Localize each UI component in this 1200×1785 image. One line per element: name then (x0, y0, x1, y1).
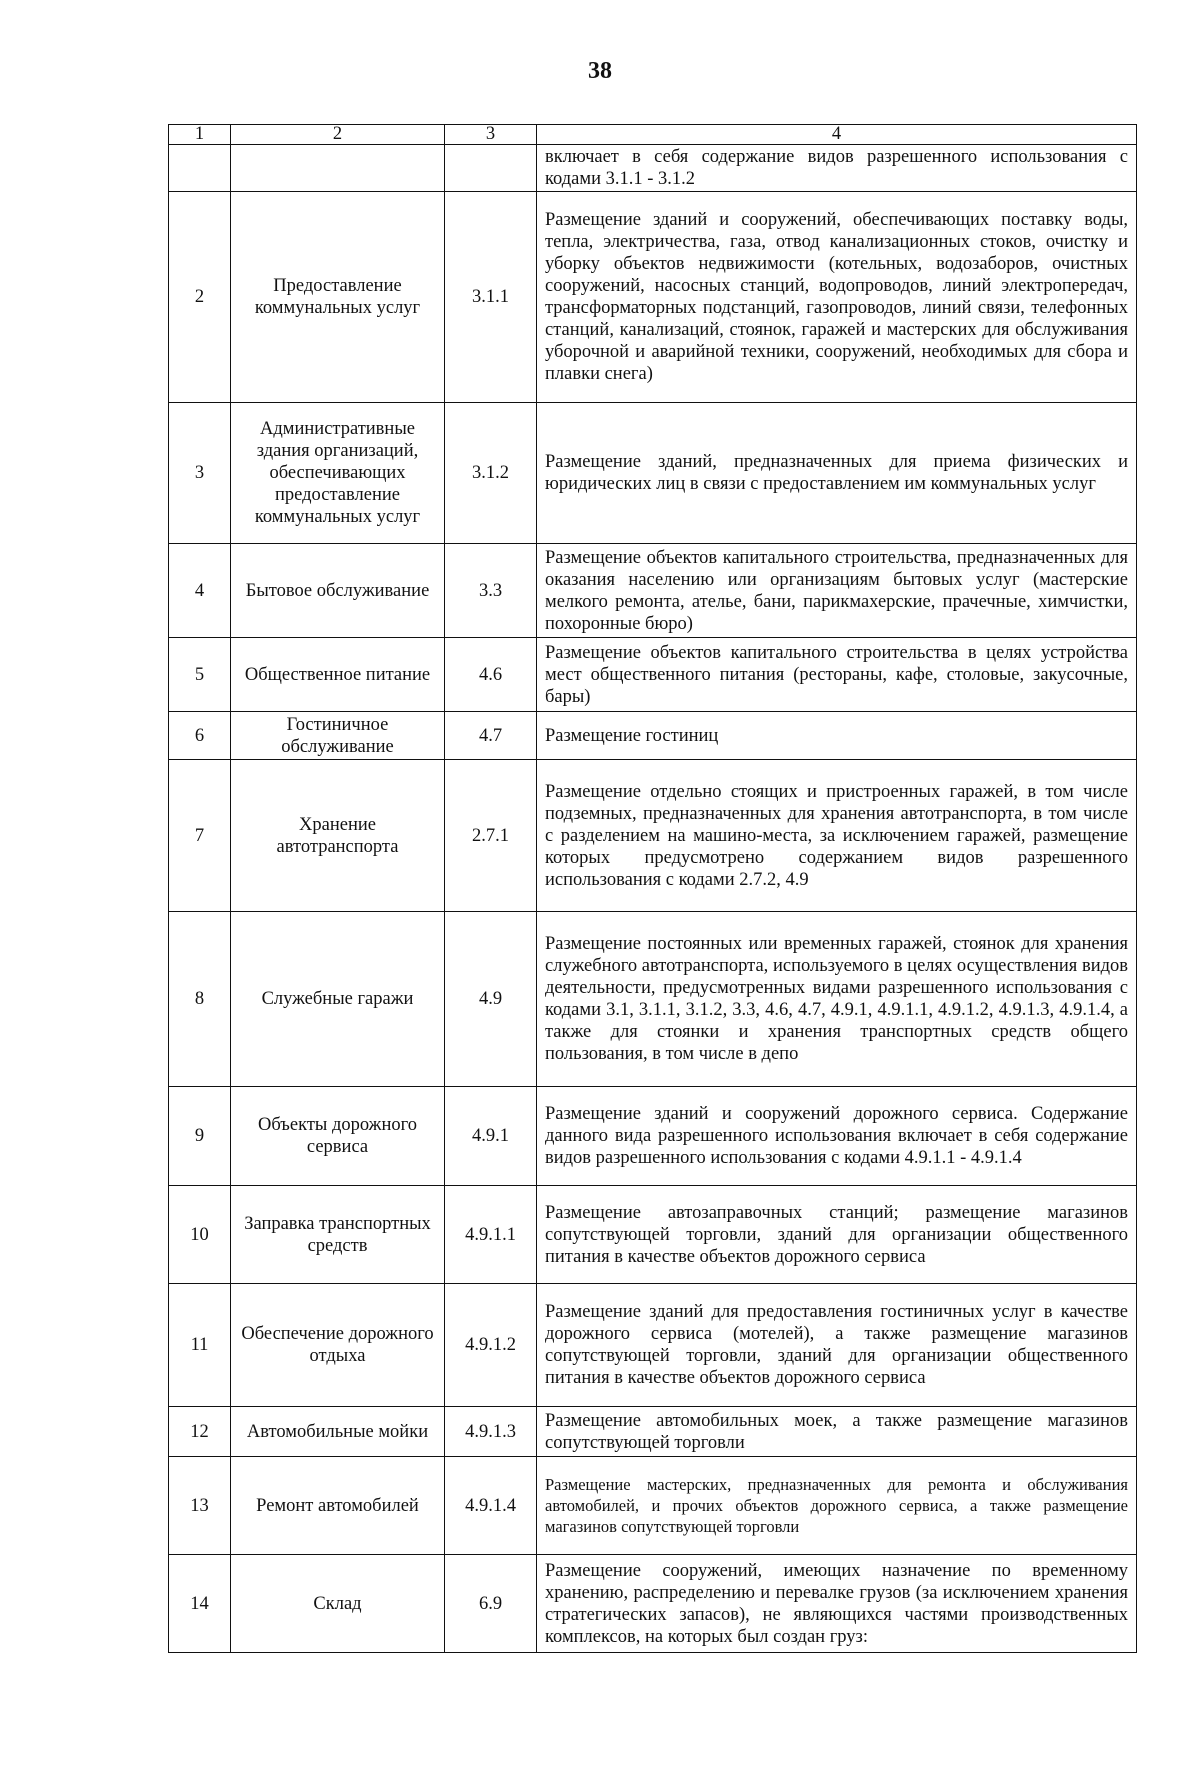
row-number: 7 (169, 760, 231, 912)
table-row (169, 1457, 1137, 1555)
header-cell: 1 (169, 125, 231, 145)
use-name (231, 145, 445, 192)
use-code: 3.1.2 (445, 403, 537, 544)
use-name: Заправка транспортных средств (231, 1186, 445, 1284)
use-description: Размещение объектов капитального строительства в целях устройства мест общественного питания (рестораны, кафе, столовые, закусочные, бары) (537, 638, 1137, 712)
use-description: Размещение отдельно стоящих и пристроенных гаражей, в том числе подземных, предназначенных для хранения автотранспорта, в том числе с разделением на машино-места, за исключением гаражей, размещение которых предусмотрено содержанием видов разрешенного использования с кодами 2.7.2, 4.9 (537, 760, 1137, 912)
use-description: Размещение зданий, предназначенных для приема физических и юридических лиц в связи с предоставлением им коммунальных услуг (537, 403, 1137, 544)
row-number: 8 (169, 912, 231, 1087)
table-row (169, 403, 1137, 544)
table-row (169, 544, 1137, 638)
row-number: 2 (169, 192, 231, 403)
table-row (169, 912, 1137, 1087)
row-number: 6 (169, 712, 231, 760)
use-name: Обеспечение дорожного отдыха (231, 1284, 445, 1407)
use-name: Объекты дорожного сервиса (231, 1087, 445, 1186)
use-code: 2.7.1 (445, 760, 537, 912)
use-description: Размещение зданий для предоставления гостиничных услуг в качестве дорожного сервиса (мотелей), а также размещение магазинов сопутствующей торговли, зданий для организации общественного питания в качестве объектов дорожного сервиса (537, 1284, 1137, 1407)
table-row (169, 145, 1137, 192)
table-row (169, 712, 1137, 760)
use-name: Хранение автотранспорта (231, 760, 445, 912)
use-name: Автомобильные мойки (231, 1407, 445, 1457)
row-number: 9 (169, 1087, 231, 1186)
use-description: Размещение постоянных или временных гаражей, стоянок для хранения служебного автотранспорта, используемого в целях осуществления видов деятельности, предусмотренных видами разрешенного использования с кодами 3.1, 3.1.1, 3.1.2, 3.3, 4.6, 4.7, 4.9.1, 4.9.1.1, 4.9.1.2, 4.9.1.3, 4.9.1.4, а также для стоянки и хранения транспортных средств общего пользования, в том числе в депо (537, 912, 1137, 1087)
use-name: Ремонт автомобилей (231, 1457, 445, 1555)
use-code: 4.6 (445, 638, 537, 712)
use-name: Общественное питание (231, 638, 445, 712)
row-number: 5 (169, 638, 231, 712)
use-code (445, 145, 537, 192)
use-code: 4.9.1.2 (445, 1284, 537, 1407)
row-number: 4 (169, 544, 231, 638)
table-row (169, 1186, 1137, 1284)
table-header-row (169, 125, 1137, 145)
use-description: включает в себя содержание видов разрешенного использования с кодами 3.1.1 - 3.1.2 (537, 145, 1137, 192)
use-description: Размещение мастерских, предназначенных для ремонта и обслуживания автомобилей, и прочих объектов дорожного сервиса, а также размещение магазинов сопутствующей торговли (537, 1457, 1137, 1555)
use-code: 4.9 (445, 912, 537, 1087)
table-row (169, 192, 1137, 403)
row-number: 3 (169, 403, 231, 544)
use-description: Размещение зданий и сооружений дорожного сервиса. Содержание данного вида разрешенного использования включает в себя содержание видов разрешенного использования с кодами 4.9.1.1 - 4.9.1.4 (537, 1087, 1137, 1186)
use-code: 4.7 (445, 712, 537, 760)
header-cell: 2 (231, 125, 445, 145)
table-row (169, 1087, 1137, 1186)
table-row (169, 1284, 1137, 1407)
page-number: 38 (588, 58, 612, 84)
use-description: Размещение объектов капитального строительства, предназначенных для оказания населению или организациям бытовых услуг (мастерские мелкого ремонта, ателье, бани, парикмахерские, прачечные, химчистки, похоронные бюро) (537, 544, 1137, 638)
use-name: Склад (231, 1555, 445, 1653)
row-number: 10 (169, 1186, 231, 1284)
row-number: 12 (169, 1407, 231, 1457)
use-description: Размещение сооружений, имеющих назначение по временному хранению, распределению и перевалке грузов (за исключением хранения стратегических запасов), не являющихся частями производственных комплексов, на которых был создан груз: (537, 1555, 1137, 1653)
use-description: Размещение гостиниц (537, 712, 1137, 760)
table-row (169, 1407, 1137, 1457)
row-number: 13 (169, 1457, 231, 1555)
row-number: 14 (169, 1555, 231, 1653)
land-use-table (168, 124, 1137, 1653)
use-code: 3.1.1 (445, 192, 537, 403)
use-code: 6.9 (445, 1555, 537, 1653)
use-description: Размещение зданий и сооружений, обеспечивающих поставку воды, тепла, электричества, газа, отвод канализационных стоков, очистку и уборку объектов недвижимости (котельных, водозаборов, очистных сооружений, насосных станций, водопроводов, линий электропередач, трансформаторных подстанций, газопроводов, линий связи, телефонных станций, канализаций, стоянок, гаражей и мастерских для обслуживания уборочной и аварийной техники, сооружений, необходимых для сбора и плавки снега) (537, 192, 1137, 403)
use-code: 3.3 (445, 544, 537, 638)
table-row (169, 1555, 1137, 1653)
use-code: 4.9.1.4 (445, 1457, 537, 1555)
header-cell: 3 (445, 125, 537, 145)
use-name: Служебные гаражи (231, 912, 445, 1087)
header-cell: 4 (537, 125, 1137, 145)
use-code: 4.9.1.1 (445, 1186, 537, 1284)
use-code: 4.9.1.3 (445, 1407, 537, 1457)
use-description: Размещение автозаправочных станций; размещение магазинов сопутствующей торговли, зданий для организации общественного питания в качестве объектов дорожного сервиса (537, 1186, 1137, 1284)
table-row (169, 760, 1137, 912)
use-name: Бытовое обслуживание (231, 544, 445, 638)
use-code: 4.9.1 (445, 1087, 537, 1186)
row-number (169, 145, 231, 192)
table-row (169, 638, 1137, 712)
use-name: Гостиничное обслуживание (231, 712, 445, 760)
use-description: Размещение автомобильных моек, а также размещение магазинов сопутствующей торговли (537, 1407, 1137, 1457)
row-number: 11 (169, 1284, 231, 1407)
use-name: Предоставление коммунальных услуг (231, 192, 445, 403)
use-name: Административные здания организаций, обеспечивающих предоставление коммунальных услуг (231, 403, 445, 544)
